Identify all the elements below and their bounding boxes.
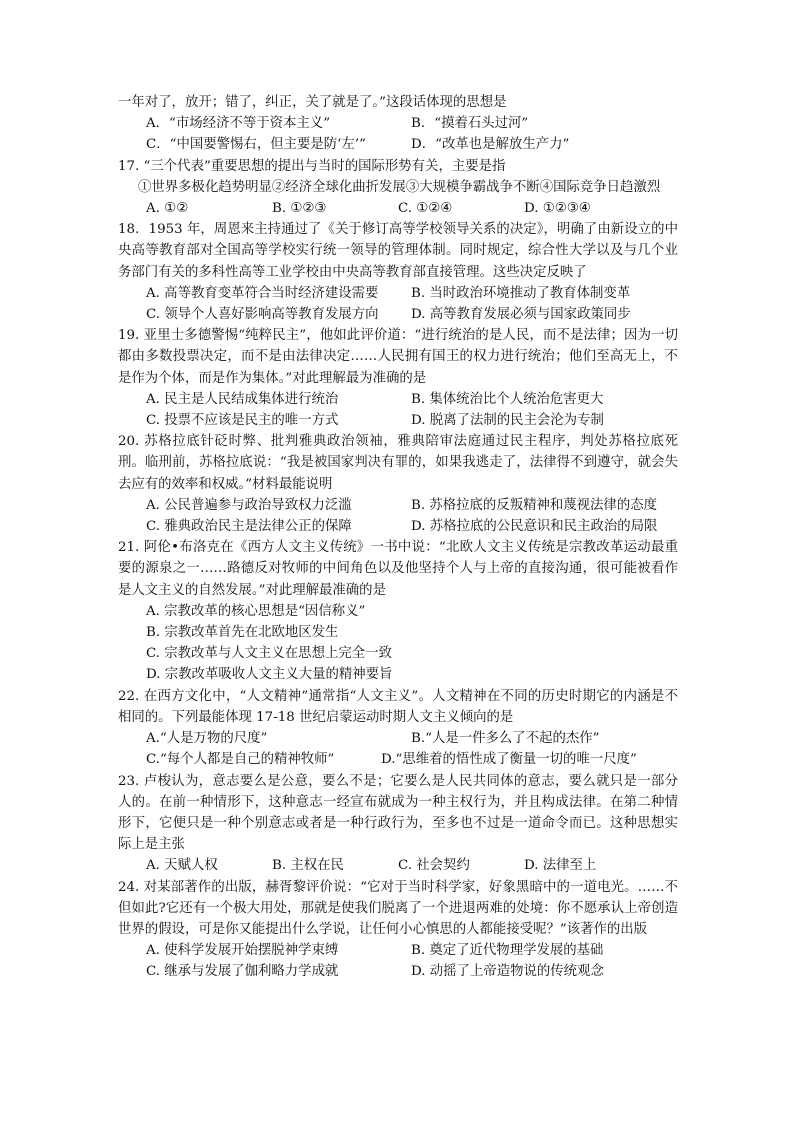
option-a: A. 高等教育变革符合当时经济建设需要 (146, 285, 379, 301)
option-b: B. 集体统治比个人统治危害更大 (411, 391, 604, 407)
question-options (118, 198, 678, 219)
question-options (118, 961, 678, 982)
question-23 (118, 771, 678, 877)
question-stem: 19. 亚里士多德警惕“纯粹民主”，他如此评价道：“进行统治的是人民，而不是法律；因为一切都由多数投票决定，而不是由法律决定……人民拥有国王的权力进行统治；他们至高无上，不是作为个体，而是作为集体。”对此理解最为准确的是 (118, 328, 678, 386)
question-17 (118, 156, 678, 220)
option-a: A. 民主是人民结成集体进行统治 (146, 391, 339, 407)
option-b: B. ①②③ (272, 201, 327, 217)
question-options (118, 283, 678, 304)
option-d: D. 宗教改革吸收人文主义大量的精神要旨 (146, 667, 393, 683)
question-options (118, 749, 678, 770)
option-c: C. 领导个人喜好影响高等教育发展方向 (146, 307, 379, 323)
question-stem: 18．1953 年，周恩来主持通过了《关于修订高等学校领导关系的决定》，明确了由新设立的中央高等教育部对全国高等学校实行统一领导的管理体制。同时规定，综合性大学以及与几个业务部门有关的多科性高等工业学校由中央高等教育部直接管理。这些决定反映了 (118, 222, 678, 280)
question-18 (118, 219, 678, 325)
option-d: D. ①②③④ (524, 201, 591, 217)
question-21 (118, 537, 678, 685)
question-stem: 21. 阿伦•布洛克在《西方人文主义传统》一书中说：“北欧人文主义传统是宗教改革运动最重要的源泉之一……路德反对牧师的中间角色以及他坚持个人与上帝的直接沟通，很可能被看作是人文主义的自然发展。”对此理解最准确的是 (118, 540, 678, 598)
option-c: C. 继承与发展了伽利略力学成就 (146, 964, 339, 980)
option-a: A．“市场经济不等于资本主义” (146, 116, 331, 132)
question-20 (118, 431, 678, 537)
question-options (118, 855, 678, 876)
question-options (118, 495, 678, 516)
question-options (118, 410, 678, 431)
option-b: B. 奠定了近代物理学发展的基础 (411, 943, 604, 959)
question-options (118, 728, 678, 749)
option-c: C. ①②④ (398, 201, 453, 217)
option-d: D. 法律至上 (524, 858, 597, 874)
question-stem: 20. 苏格拉底针砭时弊、批判雅典政治领袖，雅典陪审法庭通过民主程序，判处苏格拉底死刑。临刑前，苏格拉底说：“我是被国家判决有罪的，如果我逃走了，法律得不到遵守，就会失去应有的效率和权威。”材料最能说明 (118, 434, 678, 492)
option-b: B. 主权在民 (272, 858, 344, 874)
question-options (118, 940, 678, 961)
question-19 (118, 325, 678, 431)
question-stem: 22. 在西方文化中，“人文精神”通常指“人文主义”。人文精神在不同的历史时期它的内涵是不相同的。下列最能体现 17-18 世纪启蒙运动时期人文主义倾向的是 (118, 688, 678, 725)
lead-options (118, 113, 678, 134)
option-b: B.“人是一件多么了不起的杰作” (411, 731, 600, 747)
question-options (118, 304, 678, 325)
option-c: C. 投票不应该是民主的唯一方式 (146, 413, 339, 429)
option-d: D．“改革也是解放生产力” (411, 137, 570, 153)
option-c: C. 雅典政治民主是法律公正的保障 (146, 519, 352, 535)
option-c: C. 宗教改革与人文主义在思想上完全一致 (146, 646, 392, 662)
option-b: B．“摸着石头过河” (411, 116, 529, 132)
question-24 (118, 877, 678, 983)
option-d: D.“思维着的悟性成了衡量一切的唯一尺度” (381, 752, 637, 768)
option-a: A. 天赋人权 (146, 858, 218, 874)
question-22 (118, 686, 678, 771)
question-options (118, 389, 678, 410)
question-options (118, 516, 678, 537)
option-b: B. 宗教改革首先在北欧地区发生 (146, 625, 339, 641)
lead-options (118, 134, 678, 155)
option-a: A. 使科学发展开始摆脱神学束缚 (146, 943, 339, 959)
option-c: C.“每个人都是自己的精神牧师” (146, 752, 335, 768)
question-statements: ①世界多极化趋势明显②经济全球化曲折发展③大规模争霸战争不断④国际竞争日趋激烈 (138, 179, 661, 195)
option-a: A. 公民普遍参与政治导致权力泛滥 (146, 497, 352, 513)
option-c: C. 社会契约 (398, 858, 470, 874)
question-stem: 23. 卢梭认为，意志要么是公意，要么不是；它要么是人民共同体的意志，要么就只是一部分人的。在前一种情形下，这种意志一经宣布就成为一种主权行为，并且构成法律。在第二种情形下，它便只是一种个别意志或者是一种行政行为，至多也不过是一道命令而已。这种思想实际上是主张 (118, 773, 678, 853)
option-d: D. 脱离了法制的民主会沦为专制 (411, 413, 604, 429)
question-stem: 17. “三个代表”重要思想的提出与当时的国际形势有关，主要是指 (118, 158, 506, 174)
option-a: A. ①② (146, 201, 189, 217)
option-d: D. 高等教育发展必须与国家政策同步 (411, 307, 631, 323)
option-b: B. 当时政治环境推动了教育体制变革 (411, 285, 631, 301)
option-d: D. 苏格拉底的公民意识和民主政治的局限 (411, 519, 658, 535)
option-d: D. 动摇了上帝造物说的传统观念 (411, 964, 604, 980)
question-stem: 24. 对某部著作的出版，赫胥黎评价说：“它对于当时科学家，好象黑暗中的一道电光。……不但如此?它还有一个极大用处，那就是使我们脱离了一个进退两难的处境：你不愿承认上帝创造世界的假设，可是你又能提出什么学说，让任何小心慎思的人都能接受呢？”该著作的出版 (118, 879, 678, 937)
option-a: A.“人是万物的尺度” (146, 731, 268, 747)
lead-text: 一年对了，放开；错了，纠正，关了就是了。”这段话体现的思想是 (118, 95, 507, 110)
option-b: B. 苏格拉底的反叛精神和蔑视法律的态度 (411, 497, 657, 513)
option-a: A. 宗教改革的核心思想是“因信称义” (146, 603, 366, 619)
option-c: C．“中国要警惕右，但主要是防‘左’” (146, 137, 366, 153)
exam-page (118, 92, 678, 983)
